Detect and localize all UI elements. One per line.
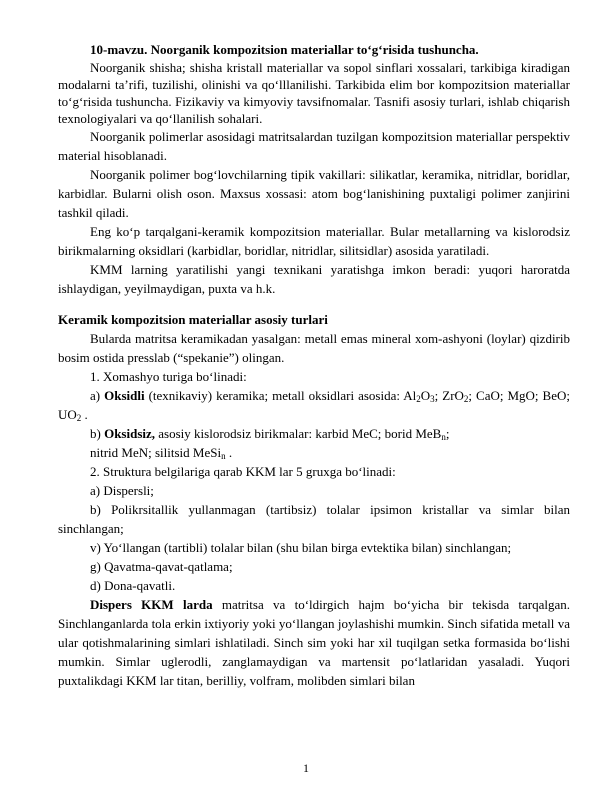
term-oxide: Oksidli xyxy=(104,388,145,403)
page-content xyxy=(58,40,570,690)
list-item-continuation: nitrid MeN; silitsid MeSi$_n$ . xyxy=(90,445,233,461)
paragraph: Bularda matritsa keramikadan yasalgan: metall emas mineral xom-ashyoni (loylar) qizdirib bosim ostida presslab (“spekanie”) olingan. xyxy=(58,331,570,365)
page-number: 1 xyxy=(303,761,309,775)
term-dispers: Dispers KKM larda xyxy=(90,597,213,612)
list-heading: 1. Xomashyo turiga bo‘linadi: xyxy=(90,369,247,384)
paragraph: Noorganik polimerlar asosidagi matritsalardan tuzilgan kompozitsion materiallar perspektiv material hisoblanadi. xyxy=(58,129,570,163)
list-item: b) Polikrsitallik yullanmagan (tartibsiz) tolalar ipsimon kristallar va simlar bilan sinchlangan; xyxy=(58,502,570,536)
topic-title: 10-mavzu. Noorganik kompozitsion materiallar to‘g‘risida tushuncha. xyxy=(90,42,479,57)
paragraph: Noorganik polimer bog‘lovchilarning tipik vakillari: silikatlar, keramika, nitridlar, boridlar, karbidlar. Bularni olish oson. Maxsus xossasi: atom bog‘lanishining puxtaligi polimer zanjirini tashkil qiladi. xyxy=(58,167,570,220)
list-item: a) Dispersli; xyxy=(90,483,154,498)
list-item-oxide: a) Oksidli (texnikaviy) keramika; metall oksidlari asosida: $Al_2O_3$; ZrO$_2$; CaO; MgO; BeO; $UO_2$ . xyxy=(58,388,570,423)
list-item: g) Qavatma-qavat-qatlama; xyxy=(90,559,233,574)
topic-intro: Noorganik shisha; shisha kristall materiallar va sopol sinflari xossalari, tarkibiga kiradigan modalarni ta’rifi, tuzilishi, olinishi va qo‘lllanilishi. Tarkibida elim bor kompozitsion materiallar to‘g‘risida tushuncha. Fizikaviy va kimyoviy tavsifnomalar. Tasnifi asosiy turlari, ishlab chiqarish texnologiyalari va qo‘llanilish sohalari. xyxy=(58,60,570,126)
paragraph: Eng ko‘p tarqalgani-keramik kompozitsion materiallar. Bular metallarning va kislorodsiz birikmalarning oksidlari (karbidlar, boridlar, nitridlar, silitsidlar) asosida yaratiladi. xyxy=(58,224,570,258)
list-item: v) Yo‘llangan (tartibli) tolalar bilan (shu bilan birga evtektika bilan) sinchlangan; xyxy=(90,540,512,555)
paragraph-dispers: Dispers KKM larda matritsa va to‘ldirgich hajm bo‘yicha bir tekisda tarqalgan. Sinchlanganlarda tola erkin ixtiyoriy yoki yo‘llangan joylashishi mumkin. Sinch sifatida metall va ular qotishmalarining simlari ishlatiladi. Sinch sim yoki har xil tuqilgan setka formasida bo‘lishi mumkin. Simlar uglerodli, zanglamaydigan va martensit po‘latlaridan yasaladi. Yuqori puxtalikdagi KKM lar titan, berilliy, volfram, molibden simlari bilan xyxy=(58,597,571,688)
list-item: d) Dona-qavatli. xyxy=(90,578,176,593)
paragraph: KMM larning yaratilishi yangi texnikani yaratishga imkon beradi: yuqori haroratda ishlaydigan, yeyilmaydigan, puxta va h.k. xyxy=(58,262,570,296)
section-heading: Keramik kompozitsion materiallar asosiy turlari xyxy=(58,312,328,327)
term-non-oxide: Oksidsiz, xyxy=(104,426,156,441)
list-item-non-oxide: b) Oksidsiz, asosiy kislorodsiz birikmalar: karbid MeC; borid MeB$_n$; xyxy=(90,426,450,442)
list-heading: 2. Struktura belgilariga qarab KKM lar 5 gruxga bo‘linadi: xyxy=(90,464,396,479)
